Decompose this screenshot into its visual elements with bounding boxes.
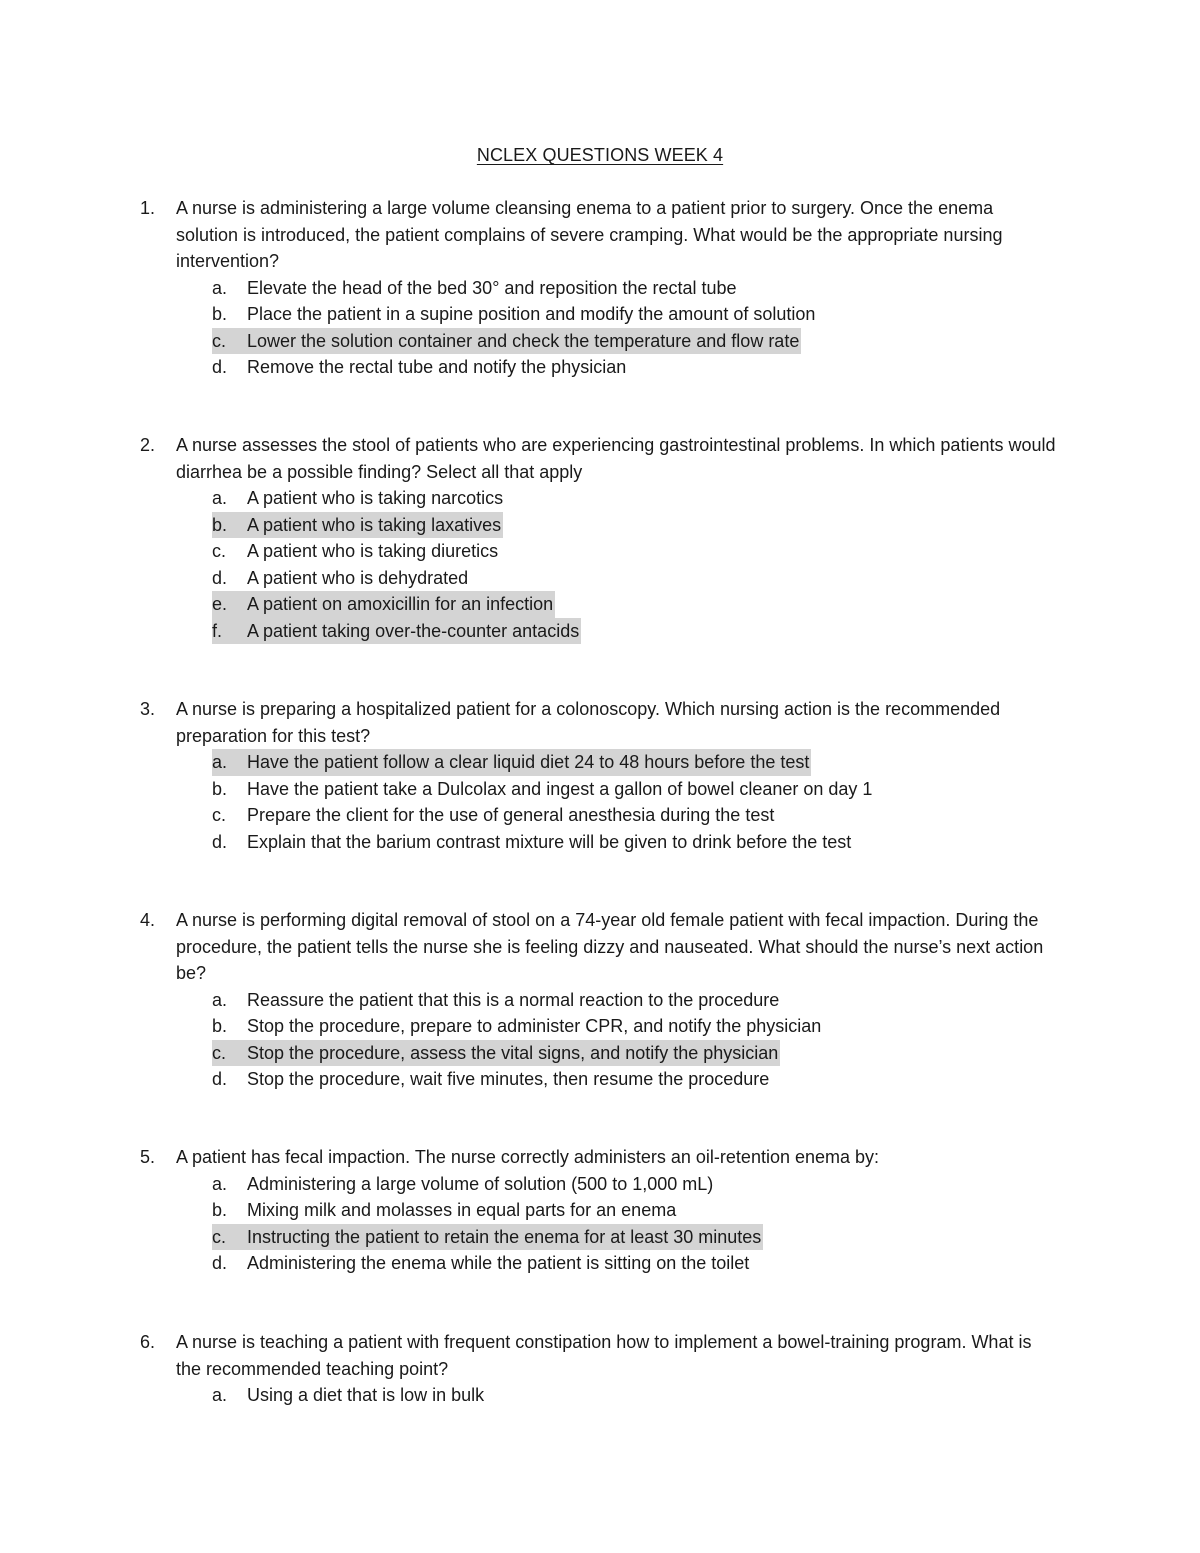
question-text: A nurse is teaching a patient with frequent constipation how to implement a bowel-training program. What is the recommended teaching point? — [176, 1332, 1032, 1379]
option-item — [212, 749, 1060, 776]
question-6 — [140, 1329, 1060, 1409]
option-text: Administering the enema while the patient is sitting on the toilet — [247, 1253, 750, 1273]
question-3 — [140, 696, 1060, 855]
option-item — [212, 829, 1060, 856]
option-text: Have the patient follow a clear liquid diet 24 to 48 hours before the test — [247, 752, 810, 772]
option-text: Explain that the barium contrast mixture will be given to drink before the test — [247, 831, 852, 852]
question-text: A nurse is administering a large volume cleansing enema to a patient prior to surgery. Once the enema solution is introduced, the patient complains of severe cramping. What would be the appropriate nursing intervention? — [176, 198, 1003, 271]
question-text: A nurse is preparing a hospitalized patient for a colonoscopy. Which nursing action is the recommended preparation for this test? — [176, 699, 1001, 746]
option-text: Lower the solution container and check the temperature and flow rate — [247, 330, 800, 351]
option-item — [212, 328, 1060, 355]
option-letter: a. — [212, 989, 228, 1010]
option-text: Prepare the client for the use of general anesthesia during the test — [247, 805, 775, 825]
option-letter: b. — [212, 1200, 228, 1220]
option-letter: a. — [212, 488, 228, 508]
option-letter: f. — [212, 620, 223, 641]
option-letter: a. — [212, 277, 228, 298]
option-letter: c. — [212, 330, 227, 351]
option-text: Instructing the patient to retain the enema for at least 30 minutes — [247, 1226, 762, 1247]
option-list — [140, 987, 1060, 1093]
question-number: 6. — [140, 1332, 156, 1352]
option-text: A patient on amoxicillin for an infection — [247, 594, 554, 614]
option-item — [212, 1224, 1060, 1251]
question-number: 5. — [140, 1147, 156, 1167]
option-letter: d. — [212, 831, 228, 852]
option-item — [212, 1197, 1060, 1224]
option-letter: c. — [212, 541, 227, 561]
option-text: A patient who is taking laxatives — [247, 514, 502, 535]
option-text: Place the patient in a supine position and modify the amount of solution — [247, 304, 816, 324]
question-number: 4. — [140, 910, 156, 930]
option-list — [140, 1382, 1060, 1409]
option-text: A patient taking over-the-counter antacids — [247, 620, 580, 641]
option-letter: b. — [212, 304, 228, 324]
question-1 — [140, 195, 1060, 381]
option-letter: a. — [212, 1173, 228, 1194]
question-text: A patient has fecal impaction. The nurse correctly administers an oil-retention enema by: — [176, 1147, 880, 1167]
option-list — [140, 275, 1060, 381]
option-item — [212, 301, 1060, 328]
option-text: Mixing milk and molasses in equal parts for an enema — [247, 1200, 677, 1220]
option-text: Stop the procedure, prepare to administer CPR, and notify the physician — [247, 1016, 822, 1036]
question-4 — [140, 907, 1060, 1093]
option-letter: b. — [212, 1016, 228, 1036]
option-item — [212, 1250, 1060, 1277]
option-item — [212, 538, 1060, 565]
option-text: A patient who is taking narcotics — [247, 488, 504, 508]
option-item — [212, 1171, 1060, 1198]
option-text: Have the patient take a Dulcolax and ingest a gallon of bowel cleaner on day 1 — [247, 778, 873, 799]
option-text: Elevate the head of the bed 30° and reposition the rectal tube — [247, 277, 737, 298]
option-item — [212, 1013, 1060, 1040]
question-2 — [140, 432, 1060, 644]
option-text: A patient who is dehydrated — [247, 567, 469, 588]
option-list — [140, 1171, 1060, 1277]
option-item — [212, 618, 1060, 645]
option-item — [212, 512, 1060, 539]
option-item — [212, 987, 1060, 1014]
question-text: A nurse is performing digital removal of stool on a 74-year old female patient with fecal impaction. During the procedure, the patient tells the nurse she is feeling dizzy and nauseated. What should the nurse’s next action be? — [176, 910, 1044, 983]
option-letter: e. — [212, 594, 228, 614]
page-title: NCLEX QUESTIONS WEEK 4 — [476, 145, 724, 165]
option-item — [212, 354, 1060, 381]
option-item — [212, 485, 1060, 512]
option-letter: d. — [212, 567, 228, 588]
option-letter: c. — [212, 1042, 227, 1063]
option-letter: d. — [212, 1069, 228, 1089]
question-5 — [140, 1144, 1060, 1277]
option-letter: a. — [212, 1385, 228, 1405]
option-letter: d. — [212, 1253, 228, 1273]
option-text: Administering a large volume of solution (500 to 1,000 mL) — [247, 1173, 714, 1194]
option-letter: b. — [212, 778, 228, 799]
option-item — [212, 1040, 1060, 1067]
question-text: A nurse assesses the stool of patients who are experiencing gastrointestinal problems. In which patients would diarrhea be a possible finding? Select all that apply — [176, 435, 1056, 482]
option-letter: d. — [212, 357, 228, 377]
option-item — [212, 1382, 1060, 1409]
option-item — [212, 565, 1060, 592]
option-item — [212, 1066, 1060, 1093]
option-item — [212, 591, 1060, 618]
option-text: Reassure the patient that this is a normal reaction to the procedure — [247, 989, 780, 1010]
option-letter: b. — [212, 514, 228, 535]
option-letter: a. — [212, 752, 228, 772]
option-list — [140, 485, 1060, 644]
question-number: 1. — [140, 198, 156, 218]
option-list — [140, 749, 1060, 855]
option-item — [212, 776, 1060, 803]
question-number: 2. — [140, 435, 156, 455]
option-text: A patient who is taking diuretics — [247, 541, 499, 561]
option-letter: c. — [212, 805, 227, 825]
option-text: Remove the rectal tube and notify the physician — [247, 357, 627, 377]
option-text: Using a diet that is low in bulk — [247, 1385, 485, 1405]
option-letter: c. — [212, 1226, 227, 1247]
option-item — [212, 802, 1060, 829]
option-text: Stop the procedure, wait five minutes, then resume the procedure — [247, 1069, 770, 1089]
option-text: Stop the procedure, assess the vital signs, and notify the physician — [247, 1042, 779, 1063]
question-number: 3. — [140, 699, 156, 719]
option-item — [212, 275, 1060, 302]
